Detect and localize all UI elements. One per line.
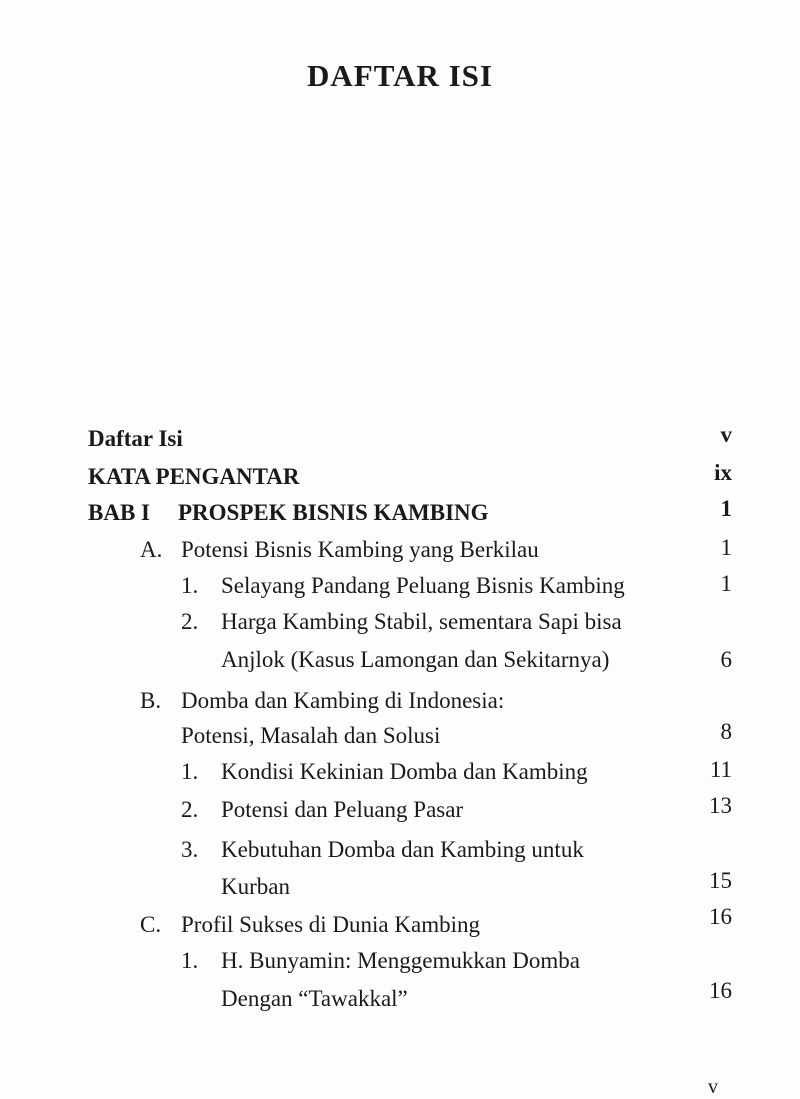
toc-label: Selayang Pandang Peluang Bisnis Kambing [221,573,625,598]
toc-label: KATA PENGANTAR [88,464,300,489]
toc-label: Potensi dan Peluang Pasar [221,797,464,822]
toc-item-prefix: 1. [181,573,199,598]
toc-label: Profil Sukses di Dunia Kambing [181,912,480,937]
toc-section-prefix: B. [140,688,162,713]
toc-page-number: v [720,422,732,447]
page-title: DAFTAR ISI [307,58,493,93]
toc-entry-section-c[interactable] [140,910,480,940]
toc-section-prefix: C. [140,912,162,937]
toc-label: PROSPEK BISNIS KAMBING [178,500,489,525]
toc-entry-subsection[interactable] [181,607,622,637]
page-folio: v [708,1076,718,1098]
toc-label: Potensi Bisnis Kambing yang Berkilau [181,537,539,562]
toc-label: Daftar Isi [88,426,183,451]
toc-page-number: 15 [709,868,732,893]
toc-entry-bab-1[interactable] [88,498,489,528]
toc-label-continued: Kurban [221,874,290,899]
toc-page-number: 13 [709,793,732,818]
toc-page-number: 16 [709,904,732,929]
toc-page-number: ix [714,460,732,485]
toc-entry-kata-pengantar[interactable] [88,462,299,492]
toc-label-continued: Dengan “Tawakkal” [221,986,408,1011]
toc-entry-subsection[interactable] [181,946,580,976]
toc-entry-subsection[interactable] [181,757,588,787]
toc-page-number: 1 [720,496,732,521]
toc-entry-subsection[interactable] [181,795,463,825]
toc-entry-section-b[interactable] [140,686,504,716]
toc-entry-subsection[interactable] [181,571,625,601]
toc-label-continued: Potensi, Masalah dan Solusi [181,723,441,748]
toc-entry-daftar-isi[interactable] [88,424,183,454]
toc-label: Harga Kambing Stabil, sementara Sapi bisa [221,609,622,634]
toc-label: H. Bunyamin: Menggemukkan Domba [221,948,581,973]
toc-item-prefix: 2. [181,609,199,634]
toc-page-number: 1 [720,571,732,596]
toc-item-prefix: 2. [181,797,199,822]
toc-page-number: 16 [709,978,732,1003]
toc-page-number: 6 [720,647,732,672]
toc-page-number: 8 [720,719,732,744]
toc-label: Domba dan Kambing di Indonesia: [181,688,505,713]
toc-item-prefix: 3. [181,837,199,862]
toc-label: Kondisi Kekinian Domba dan Kambing [221,759,588,784]
toc-page-number: 11 [709,757,732,782]
toc-page-number: 1 [720,535,732,560]
toc-label: Kebutuhan Domba dan Kambing untuk [221,837,584,862]
toc-entry-section-a[interactable] [140,535,539,565]
toc-entry-subsection[interactable] [181,835,584,865]
toc-label-continued: Anjlok (Kasus Lamongan dan Sekitarnya) [221,647,610,672]
toc-chapter-prefix: BAB I [88,500,150,525]
toc-item-prefix: 1. [181,948,199,973]
toc-item-prefix: 1. [181,759,199,784]
toc-section-prefix: A. [140,537,163,562]
